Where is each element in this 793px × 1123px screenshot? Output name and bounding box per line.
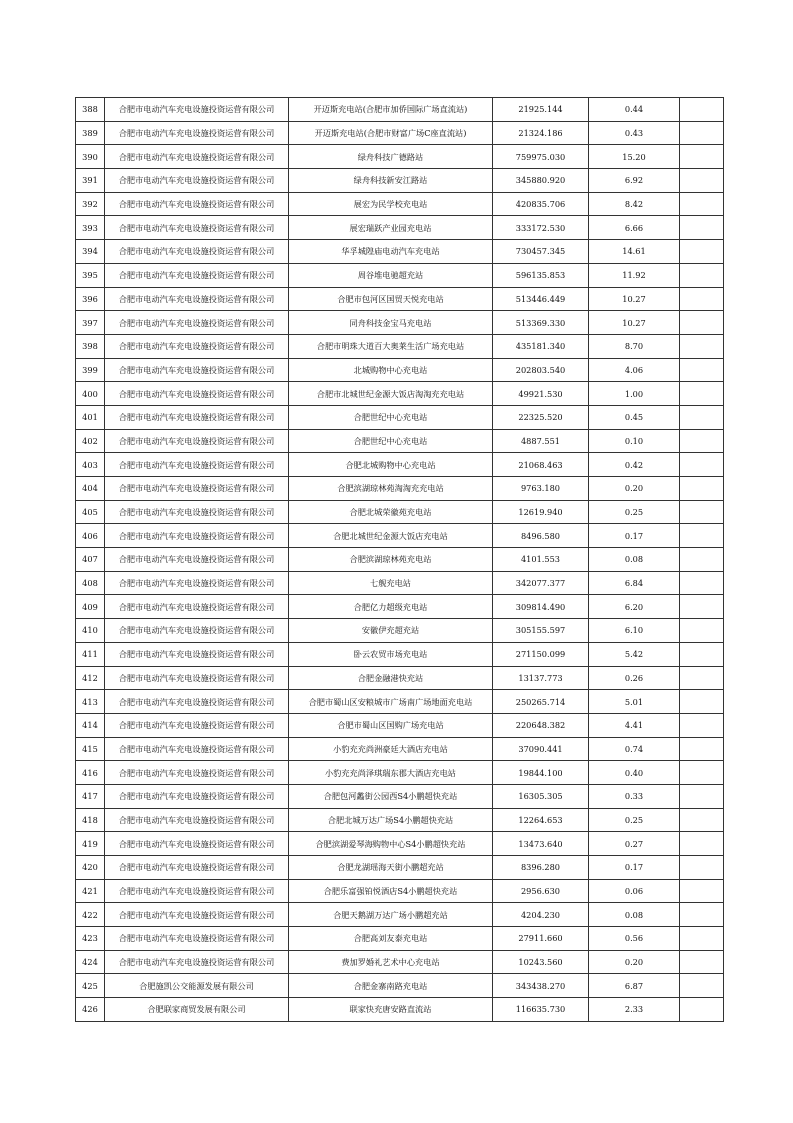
value-cell: 343438.270 [493, 974, 589, 998]
station-name-cell: 合肥世纪中心充电站 [289, 405, 493, 429]
percent-cell: 0.27 [589, 832, 680, 856]
empty-cell [680, 263, 724, 287]
value-cell: 13137.773 [493, 666, 589, 690]
row-number-cell: 412 [76, 666, 105, 690]
table-row [76, 879, 724, 903]
company-name-cell: 合肥市电动汽车充电设施投资运营有限公司 [105, 927, 289, 951]
empty-cell [680, 382, 724, 406]
station-name-cell: 卧云农贸市场充电站 [289, 642, 493, 666]
table-row [76, 145, 724, 169]
station-name-cell: 合肥高刘友泰充电站 [289, 927, 493, 951]
table-row [76, 453, 724, 477]
table-row [76, 832, 724, 856]
percent-cell: 0.25 [589, 808, 680, 832]
data-table [75, 97, 724, 1022]
table-body [76, 98, 724, 1022]
row-number-cell: 418 [76, 808, 105, 832]
company-name-cell: 合肥市电动汽车充电设施投资运营有限公司 [105, 382, 289, 406]
company-name-cell: 合肥市电动汽车充电设施投资运营有限公司 [105, 145, 289, 169]
table-row [76, 642, 724, 666]
value-cell: 9763.180 [493, 477, 589, 501]
percent-cell: 0.08 [589, 548, 680, 572]
table-row [76, 98, 724, 122]
table-row [76, 334, 724, 358]
empty-cell [680, 619, 724, 643]
empty-cell [680, 856, 724, 880]
row-number-cell: 413 [76, 690, 105, 714]
station-name-cell: 合肥市明珠大道百大奥莱生活广场充电站 [289, 334, 493, 358]
station-name-cell: 安徽伊充超充站 [289, 619, 493, 643]
company-name-cell: 合肥市电动汽车充电设施投资运营有限公司 [105, 879, 289, 903]
empty-cell [680, 358, 724, 382]
row-number-cell: 424 [76, 950, 105, 974]
empty-cell [680, 524, 724, 548]
station-name-cell: 七舰充电站 [289, 571, 493, 595]
percent-cell: 14.61 [589, 240, 680, 264]
empty-cell [680, 500, 724, 524]
empty-cell [680, 548, 724, 572]
percent-cell: 0.43 [589, 121, 680, 145]
table-row [76, 808, 724, 832]
row-number-cell: 405 [76, 500, 105, 524]
station-name-cell: 合肥滨湖琼林苑淘淘充充电站 [289, 477, 493, 501]
company-name-cell: 合肥市电动汽车充电设施投资运营有限公司 [105, 761, 289, 785]
station-name-cell: 绿舟科技新安江路站 [289, 169, 493, 193]
station-name-cell: 费加罗婚礼艺术中心充电站 [289, 950, 493, 974]
percent-cell: 0.45 [589, 405, 680, 429]
station-name-cell: 开迈斯充电站(合肥市加侨国际广场直流站) [289, 98, 493, 122]
row-number-cell: 403 [76, 453, 105, 477]
company-name-cell: 合肥联家商贸发展有限公司 [105, 998, 289, 1022]
station-name-cell: 合肥市蜀山区安粮城市广场南广场地面充电站 [289, 690, 493, 714]
company-name-cell: 合肥市电动汽车充电设施投资运营有限公司 [105, 856, 289, 880]
company-name-cell: 合肥市电动汽车充电设施投资运营有限公司 [105, 808, 289, 832]
value-cell: 345880.920 [493, 169, 589, 193]
station-name-cell: 合肥市包河区国贸天悦充电站 [289, 287, 493, 311]
station-name-cell: 北城购物中心充电站 [289, 358, 493, 382]
company-name-cell: 合肥市电动汽车充电设施投资运营有限公司 [105, 784, 289, 808]
empty-cell [680, 287, 724, 311]
value-cell: 4101.553 [493, 548, 589, 572]
company-name-cell: 合肥市电动汽车充电设施投资运营有限公司 [105, 477, 289, 501]
value-cell: 27911.660 [493, 927, 589, 951]
table-row [76, 903, 724, 927]
empty-cell [680, 761, 724, 785]
table-row [76, 761, 724, 785]
row-number-cell: 416 [76, 761, 105, 785]
empty-cell [680, 121, 724, 145]
value-cell: 49921.530 [493, 382, 589, 406]
percent-cell: 0.44 [589, 98, 680, 122]
row-number-cell: 408 [76, 571, 105, 595]
value-cell: 22325.520 [493, 405, 589, 429]
table-row [76, 548, 724, 572]
empty-cell [680, 571, 724, 595]
table-row [76, 998, 724, 1022]
station-name-cell: 绿舟科技广德路站 [289, 145, 493, 169]
empty-cell [680, 879, 724, 903]
table-row [76, 666, 724, 690]
empty-cell [680, 950, 724, 974]
value-cell: 220648.382 [493, 713, 589, 737]
percent-cell: 6.87 [589, 974, 680, 998]
percent-cell: 8.42 [589, 192, 680, 216]
company-name-cell: 合肥市电动汽车充电设施投资运营有限公司 [105, 571, 289, 595]
value-cell: 16305.305 [493, 784, 589, 808]
percent-cell: 0.20 [589, 950, 680, 974]
empty-cell [680, 974, 724, 998]
row-number-cell: 414 [76, 713, 105, 737]
station-name-cell: 周谷堆电驰超充站 [289, 263, 493, 287]
row-number-cell: 420 [76, 856, 105, 880]
table-row [76, 500, 724, 524]
percent-cell: 6.10 [589, 619, 680, 643]
company-name-cell: 合肥市电动汽车充电设施投资运营有限公司 [105, 548, 289, 572]
station-name-cell: 小豹充充尚洲豪廷大酒店充电站 [289, 737, 493, 761]
station-name-cell: 合肥市蜀山区国购广场充电站 [289, 713, 493, 737]
value-cell: 596135.853 [493, 263, 589, 287]
table-row [76, 358, 724, 382]
row-number-cell: 426 [76, 998, 105, 1022]
company-name-cell: 合肥市电动汽车充电设施投资运营有限公司 [105, 642, 289, 666]
value-cell: 202803.540 [493, 358, 589, 382]
company-name-cell: 合肥市电动汽车充电设施投资运营有限公司 [105, 311, 289, 335]
value-cell: 21324.186 [493, 121, 589, 145]
company-name-cell: 合肥市电动汽车充电设施投资运营有限公司 [105, 429, 289, 453]
value-cell: 12264.653 [493, 808, 589, 832]
station-name-cell: 小豹充充尚泽琪瑞东郡大酒店充电站 [289, 761, 493, 785]
row-number-cell: 404 [76, 477, 105, 501]
table-row [76, 382, 724, 406]
table-row [76, 713, 724, 737]
company-name-cell: 合肥市电动汽车充电设施投资运营有限公司 [105, 358, 289, 382]
company-name-cell: 合肥市电动汽车充电设施投资运营有限公司 [105, 619, 289, 643]
percent-cell: 6.84 [589, 571, 680, 595]
row-number-cell: 402 [76, 429, 105, 453]
empty-cell [680, 832, 724, 856]
row-number-cell: 399 [76, 358, 105, 382]
percent-cell: 0.74 [589, 737, 680, 761]
table-row [76, 595, 724, 619]
table-row [76, 784, 724, 808]
company-name-cell: 合肥市电动汽车充电设施投资运营有限公司 [105, 690, 289, 714]
table-row [76, 240, 724, 264]
percent-cell: 0.17 [589, 524, 680, 548]
empty-cell [680, 808, 724, 832]
row-number-cell: 417 [76, 784, 105, 808]
row-number-cell: 406 [76, 524, 105, 548]
company-name-cell: 合肥市电动汽车充电设施投资运营有限公司 [105, 524, 289, 548]
row-number-cell: 407 [76, 548, 105, 572]
row-number-cell: 395 [76, 263, 105, 287]
value-cell: 435181.340 [493, 334, 589, 358]
percent-cell: 0.40 [589, 761, 680, 785]
empty-cell [680, 192, 724, 216]
table-row [76, 950, 724, 974]
value-cell: 21068.463 [493, 453, 589, 477]
percent-cell: 0.33 [589, 784, 680, 808]
row-number-cell: 396 [76, 287, 105, 311]
table-row [76, 690, 724, 714]
empty-cell [680, 216, 724, 240]
value-cell: 513446.449 [493, 287, 589, 311]
company-name-cell: 合肥市电动汽车充电设施投资运营有限公司 [105, 832, 289, 856]
row-number-cell: 394 [76, 240, 105, 264]
empty-cell [680, 927, 724, 951]
table-row [76, 169, 724, 193]
value-cell: 420835.706 [493, 192, 589, 216]
value-cell: 759975.030 [493, 145, 589, 169]
company-name-cell: 合肥市电动汽车充电设施投资运营有限公司 [105, 500, 289, 524]
row-number-cell: 423 [76, 927, 105, 951]
percent-cell: 4.06 [589, 358, 680, 382]
empty-cell [680, 595, 724, 619]
empty-cell [680, 642, 724, 666]
percent-cell: 0.25 [589, 500, 680, 524]
row-number-cell: 388 [76, 98, 105, 122]
percent-cell: 8.70 [589, 334, 680, 358]
company-name-cell: 合肥市电动汽车充电设施投资运营有限公司 [105, 950, 289, 974]
value-cell: 19844.100 [493, 761, 589, 785]
value-cell: 271150.099 [493, 642, 589, 666]
row-number-cell: 389 [76, 121, 105, 145]
station-name-cell: 合肥包河蠡街公园西S4小鹏超快充站 [289, 784, 493, 808]
station-name-cell: 展宏瑞跃产业园充电站 [289, 216, 493, 240]
row-number-cell: 409 [76, 595, 105, 619]
percent-cell: 0.56 [589, 927, 680, 951]
table-row [76, 311, 724, 335]
value-cell: 2956.630 [493, 879, 589, 903]
station-name-cell: 联家快充唐安路直流站 [289, 998, 493, 1022]
company-name-cell: 合肥市电动汽车充电设施投资运营有限公司 [105, 121, 289, 145]
value-cell: 4887.551 [493, 429, 589, 453]
table-row [76, 216, 724, 240]
station-name-cell: 同舟科技金宝马充电站 [289, 311, 493, 335]
table-row [76, 405, 724, 429]
company-name-cell: 合肥市电动汽车充电设施投资运营有限公司 [105, 169, 289, 193]
company-name-cell: 合肥市电动汽车充电设施投资运营有限公司 [105, 240, 289, 264]
value-cell: 37090.441 [493, 737, 589, 761]
empty-cell [680, 405, 724, 429]
station-name-cell: 合肥北城万达广场S4小鹏超快充站 [289, 808, 493, 832]
station-name-cell: 华孚城隍庙电动汽车充电站 [289, 240, 493, 264]
table-row [76, 737, 724, 761]
percent-cell: 6.92 [589, 169, 680, 193]
row-number-cell: 392 [76, 192, 105, 216]
percent-cell: 10.27 [589, 287, 680, 311]
empty-cell [680, 240, 724, 264]
percent-cell: 6.20 [589, 595, 680, 619]
table-row [76, 856, 724, 880]
value-cell: 309814.490 [493, 595, 589, 619]
value-cell: 342077.377 [493, 571, 589, 595]
empty-cell [680, 477, 724, 501]
station-name-cell: 合肥天鹅湖万达广场小鹏超充站 [289, 903, 493, 927]
table-row [76, 429, 724, 453]
company-name-cell: 合肥市电动汽车充电设施投资运营有限公司 [105, 595, 289, 619]
company-name-cell: 合肥市电动汽车充电设施投资运营有限公司 [105, 192, 289, 216]
company-name-cell: 合肥市电动汽车充电设施投资运营有限公司 [105, 263, 289, 287]
empty-cell [680, 903, 724, 927]
station-name-cell: 合肥金寨南路充电站 [289, 974, 493, 998]
percent-cell: 5.42 [589, 642, 680, 666]
table-row [76, 927, 724, 951]
percent-cell: 0.10 [589, 429, 680, 453]
company-name-cell: 合肥市电动汽车充电设施投资运营有限公司 [105, 334, 289, 358]
row-number-cell: 411 [76, 642, 105, 666]
table-row [76, 287, 724, 311]
percent-cell: 0.06 [589, 879, 680, 903]
row-number-cell: 397 [76, 311, 105, 335]
empty-cell [680, 690, 724, 714]
table-row [76, 121, 724, 145]
value-cell: 513369.330 [493, 311, 589, 335]
station-name-cell: 合肥市北城世纪金源大饭店淘淘充充电站 [289, 382, 493, 406]
value-cell: 730457.345 [493, 240, 589, 264]
percent-cell: 15.20 [589, 145, 680, 169]
row-number-cell: 391 [76, 169, 105, 193]
table-row [76, 477, 724, 501]
value-cell: 305155.597 [493, 619, 589, 643]
company-name-cell: 合肥市电动汽车充电设施投资运营有限公司 [105, 737, 289, 761]
station-name-cell: 合肥金融港快充站 [289, 666, 493, 690]
station-name-cell: 合肥乐富强铂悦酒店S4小鹏超快充站 [289, 879, 493, 903]
percent-cell: 0.42 [589, 453, 680, 477]
station-name-cell: 合肥亿力超级充电站 [289, 595, 493, 619]
company-name-cell: 合肥市电动汽车充电设施投资运营有限公司 [105, 287, 289, 311]
value-cell: 333172.530 [493, 216, 589, 240]
percent-cell: 10.27 [589, 311, 680, 335]
station-name-cell: 合肥北城购物中心充电站 [289, 453, 493, 477]
row-number-cell: 419 [76, 832, 105, 856]
company-name-cell: 合肥市电动汽车充电设施投资运营有限公司 [105, 405, 289, 429]
table-row [76, 192, 724, 216]
empty-cell [680, 453, 724, 477]
company-name-cell: 合肥市电动汽车充电设施投资运营有限公司 [105, 216, 289, 240]
empty-cell [680, 98, 724, 122]
value-cell: 21925.144 [493, 98, 589, 122]
value-cell: 4204.230 [493, 903, 589, 927]
value-cell: 8496.580 [493, 524, 589, 548]
company-name-cell: 合肥施凯公交能源发展有限公司 [105, 974, 289, 998]
value-cell: 12619.940 [493, 500, 589, 524]
company-name-cell: 合肥市电动汽车充电设施投资运营有限公司 [105, 98, 289, 122]
empty-cell [680, 666, 724, 690]
row-number-cell: 415 [76, 737, 105, 761]
percent-cell: 0.17 [589, 856, 680, 880]
company-name-cell: 合肥市电动汽车充电设施投资运营有限公司 [105, 666, 289, 690]
row-number-cell: 425 [76, 974, 105, 998]
company-name-cell: 合肥市电动汽车充电设施投资运营有限公司 [105, 713, 289, 737]
row-number-cell: 393 [76, 216, 105, 240]
company-name-cell: 合肥市电动汽车充电设施投资运营有限公司 [105, 903, 289, 927]
company-name-cell: 合肥市电动汽车充电设施投资运营有限公司 [105, 453, 289, 477]
empty-cell [680, 998, 724, 1022]
value-cell: 13473.640 [493, 832, 589, 856]
table-row [76, 263, 724, 287]
row-number-cell: 410 [76, 619, 105, 643]
percent-cell: 2.33 [589, 998, 680, 1022]
table-row [76, 571, 724, 595]
empty-cell [680, 737, 724, 761]
station-name-cell: 展宏为民学校充电站 [289, 192, 493, 216]
value-cell: 250265.714 [493, 690, 589, 714]
value-cell: 116635.730 [493, 998, 589, 1022]
row-number-cell: 401 [76, 405, 105, 429]
station-name-cell: 合肥世纪中心充电站 [289, 429, 493, 453]
station-name-cell: 合肥北城荣徽苑充电站 [289, 500, 493, 524]
percent-cell: 11.92 [589, 263, 680, 287]
percent-cell: 6.66 [589, 216, 680, 240]
empty-cell [680, 784, 724, 808]
empty-cell [680, 713, 724, 737]
row-number-cell: 421 [76, 879, 105, 903]
percent-cell: 4.41 [589, 713, 680, 737]
empty-cell [680, 145, 724, 169]
table-row [76, 524, 724, 548]
row-number-cell: 400 [76, 382, 105, 406]
table-row [76, 974, 724, 998]
station-name-cell: 合肥滨湖琼林苑充电站 [289, 548, 493, 572]
empty-cell [680, 169, 724, 193]
value-cell: 10243.560 [493, 950, 589, 974]
station-name-cell: 合肥龙湖瑶海天街小鹏超充站 [289, 856, 493, 880]
row-number-cell: 422 [76, 903, 105, 927]
row-number-cell: 390 [76, 145, 105, 169]
station-name-cell: 开迈斯充电站(合肥市财富广场C座直流站) [289, 121, 493, 145]
percent-cell: 5.01 [589, 690, 680, 714]
percent-cell: 0.26 [589, 666, 680, 690]
value-cell: 8396.280 [493, 856, 589, 880]
row-number-cell: 398 [76, 334, 105, 358]
station-name-cell: 合肥北城世纪金源大饭店充电站 [289, 524, 493, 548]
empty-cell [680, 429, 724, 453]
percent-cell: 0.08 [589, 903, 680, 927]
empty-cell [680, 311, 724, 335]
percent-cell: 1.00 [589, 382, 680, 406]
table-row [76, 619, 724, 643]
station-name-cell: 合肥滨湖爱琴海购物中心S4小鹏超快充站 [289, 832, 493, 856]
percent-cell: 0.20 [589, 477, 680, 501]
empty-cell [680, 334, 724, 358]
